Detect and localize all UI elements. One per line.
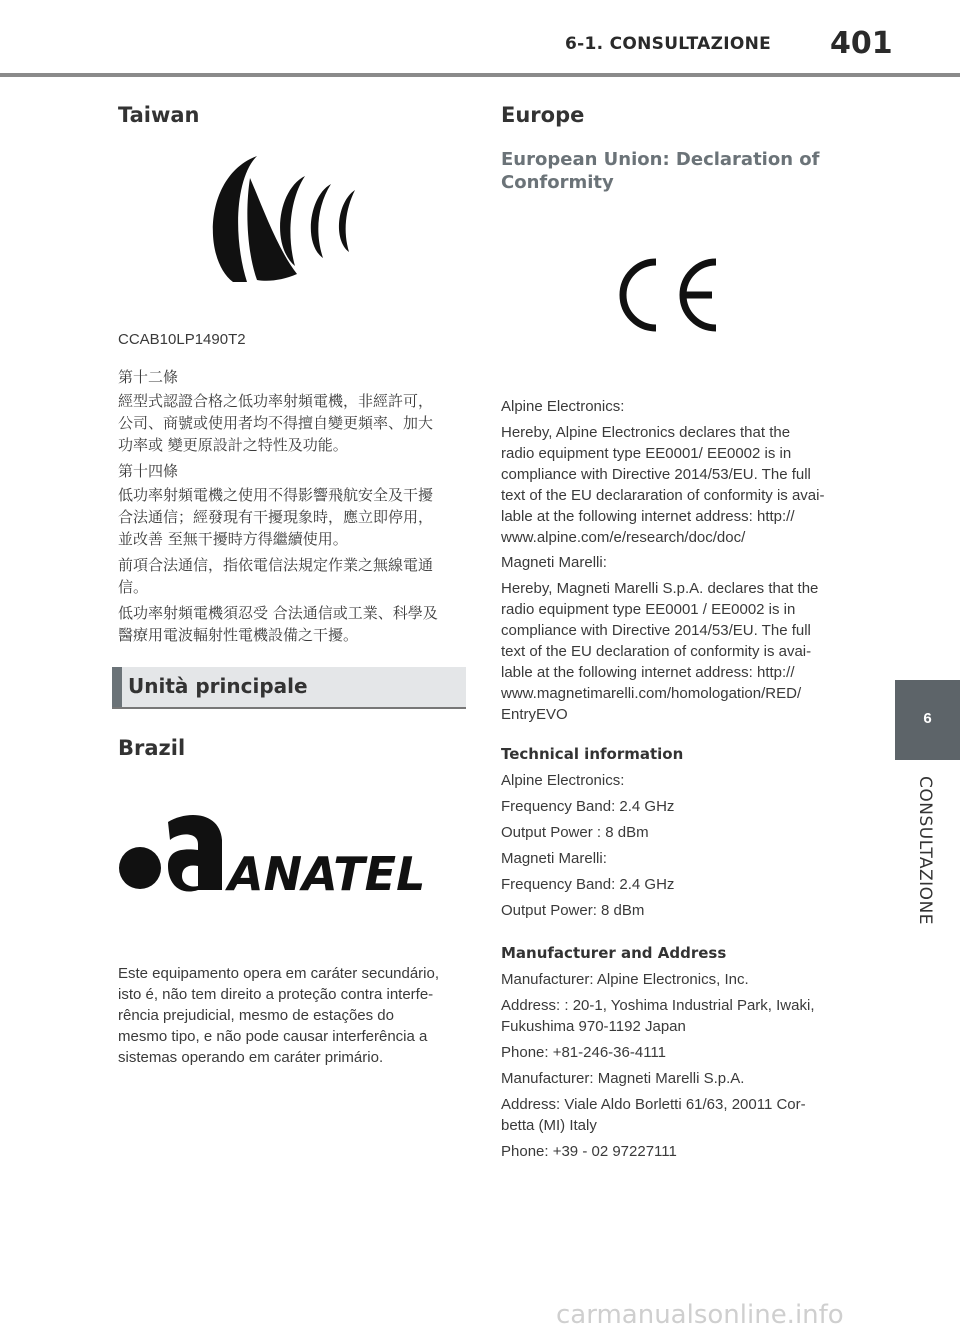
- ncc-code: CCAB10LP1490T2: [118, 331, 246, 348]
- magneti-text-line: text of the EU declaration of conformity is avai-: [501, 643, 812, 660]
- brazil-heading: Brazil: [118, 736, 186, 760]
- banner-accent-bar: [112, 667, 122, 707]
- tech-info-line: Output Power : 8 dBm: [501, 824, 649, 841]
- taiwan-article-14-title: 第十四條: [118, 462, 179, 480]
- header-divider: [0, 73, 960, 77]
- address-1-line: Fukushima 970-1192 Japan: [501, 1018, 686, 1035]
- address-2-line: Address: Viale Aldo Borletti 61/63, 20011 Cor-: [501, 1096, 806, 1113]
- chapter-number: 6: [923, 710, 932, 727]
- taiwan-paragraph-line: 低功率射頻電機須忍受 合法通信或工業、科學及: [118, 604, 438, 622]
- page-number: 401: [830, 26, 893, 61]
- europe-heading: Europe: [501, 103, 585, 127]
- anatel-logo-icon: [118, 810, 448, 896]
- taiwan-article-12-line: 功率或 變更原設計之特性及功能。: [118, 436, 348, 454]
- address-2-line: betta (MI) Italy: [501, 1117, 597, 1134]
- magneti-text-line: EntryEVO: [501, 706, 568, 723]
- manufacturer-2: Manufacturer: Magneti Marelli S.p.A.: [501, 1070, 745, 1087]
- eu-declaration-heading-line: Conformity: [501, 172, 614, 193]
- tech-info-line: Output Power: 8 dBm: [501, 902, 645, 919]
- taiwan-article-12-line: 經型式認證合格之低功率射頻電機，非經許可，: [118, 392, 434, 410]
- tech-info-line: Magneti Marelli:: [501, 850, 607, 867]
- alpine-text-line: compliance with Directive 2014/53/EU. The full: [501, 466, 811, 483]
- alpine-text-line: radio equipment type EE0001/ EE0002 is in: [501, 445, 792, 462]
- manufacturer-heading: Manufacturer and Address: [501, 944, 727, 962]
- chapter-label: CONSULTAZIONE: [915, 776, 935, 926]
- anatel-logo-text: ANATEL: [228, 847, 426, 896]
- technical-info-heading: Technical information: [501, 745, 684, 763]
- magneti-text-line: radio equipment type EE0001 / EE0002 is in: [501, 601, 796, 618]
- brazil-text-line: Este equipamento opera em caráter secundário,: [118, 965, 440, 982]
- taiwan-article-14-line: 合法通信；經發現有干擾現象時，應立即停用，: [118, 508, 434, 526]
- brazil-text-line: sistemas operando em caráter primário.: [118, 1049, 384, 1066]
- taiwan-paragraph-line: 信。: [118, 578, 149, 596]
- phone-1: Phone: +81-246-36-4111: [501, 1044, 666, 1061]
- brazil-text-line: isto é, não tem direito a proteção contra interfe-: [118, 986, 434, 1003]
- magneti-text-line: lable at the following internet address: http://: [501, 664, 795, 681]
- watermark: carmanualsonline.info: [556, 1300, 844, 1330]
- taiwan-article-14-line: 低功率射頻電機之使用不得影響飛航安全及干擾: [118, 486, 434, 504]
- alpine-label: Alpine Electronics:: [501, 398, 625, 415]
- brazil-text-line: mesmo tipo, e não pode causar interferência a: [118, 1028, 428, 1045]
- manufacturer-1: Manufacturer: Alpine Electronics, Inc.: [501, 971, 749, 988]
- address-1-line: Address: : 20-1, Yoshima Industrial Park, Iwaki,: [501, 997, 815, 1014]
- taiwan-article-12-title: 第十二條: [118, 368, 179, 386]
- ce-mark-icon: [618, 256, 722, 334]
- banner-title: Unità principale: [128, 674, 308, 698]
- magneti-text-line: compliance with Directive 2014/53/EU. The full: [501, 622, 811, 639]
- brazil-text-line: rência prejudicial, mesmo de estações do: [118, 1007, 394, 1024]
- unita-principale-banner: [112, 667, 466, 709]
- taiwan-heading: Taiwan: [118, 103, 200, 127]
- tech-info-line: Frequency Band: 2.4 GHz: [501, 876, 675, 893]
- alpine-text-line: lable at the following internet address: http://: [501, 508, 795, 525]
- ncc-logo-icon: [205, 148, 375, 288]
- taiwan-paragraph-line: 醫療用電波輻射性電機設備之干擾。: [118, 626, 359, 644]
- taiwan-article-14-line: 並改善 至無干擾時方得繼續使用。: [118, 530, 348, 548]
- phone-2: Phone: +39 - 02 97227111: [501, 1143, 677, 1160]
- magneti-text-line: www.magnetimarelli.com/homologation/RED/: [501, 685, 802, 702]
- header-section-title: 6-1. CONSULTAZIONE: [565, 34, 772, 54]
- magneti-text-line: Hereby, Magneti Marelli S.p.A. declares that the: [501, 580, 819, 597]
- taiwan-article-12-line: 公司、商號或使用者均不得擅自變更頻率、加大: [118, 414, 434, 432]
- tech-info-line: Frequency Band: 2.4 GHz: [501, 798, 675, 815]
- alpine-text-line: text of the EU declararation of conformity is avai-: [501, 487, 825, 504]
- alpine-text-line: Hereby, Alpine Electronics declares that the: [501, 424, 791, 441]
- tech-info-line: Alpine Electronics:: [501, 772, 625, 789]
- magneti-label: Magneti Marelli:: [501, 554, 607, 571]
- eu-declaration-heading-line: European Union: Declaration of: [501, 149, 820, 170]
- taiwan-paragraph-line: 前項合法通信，指依電信法規定作業之無線電通: [118, 556, 434, 574]
- chapter-tab: [895, 680, 960, 760]
- alpine-text-line: www.alpine.com/e/research/doc/doc/: [501, 529, 746, 546]
